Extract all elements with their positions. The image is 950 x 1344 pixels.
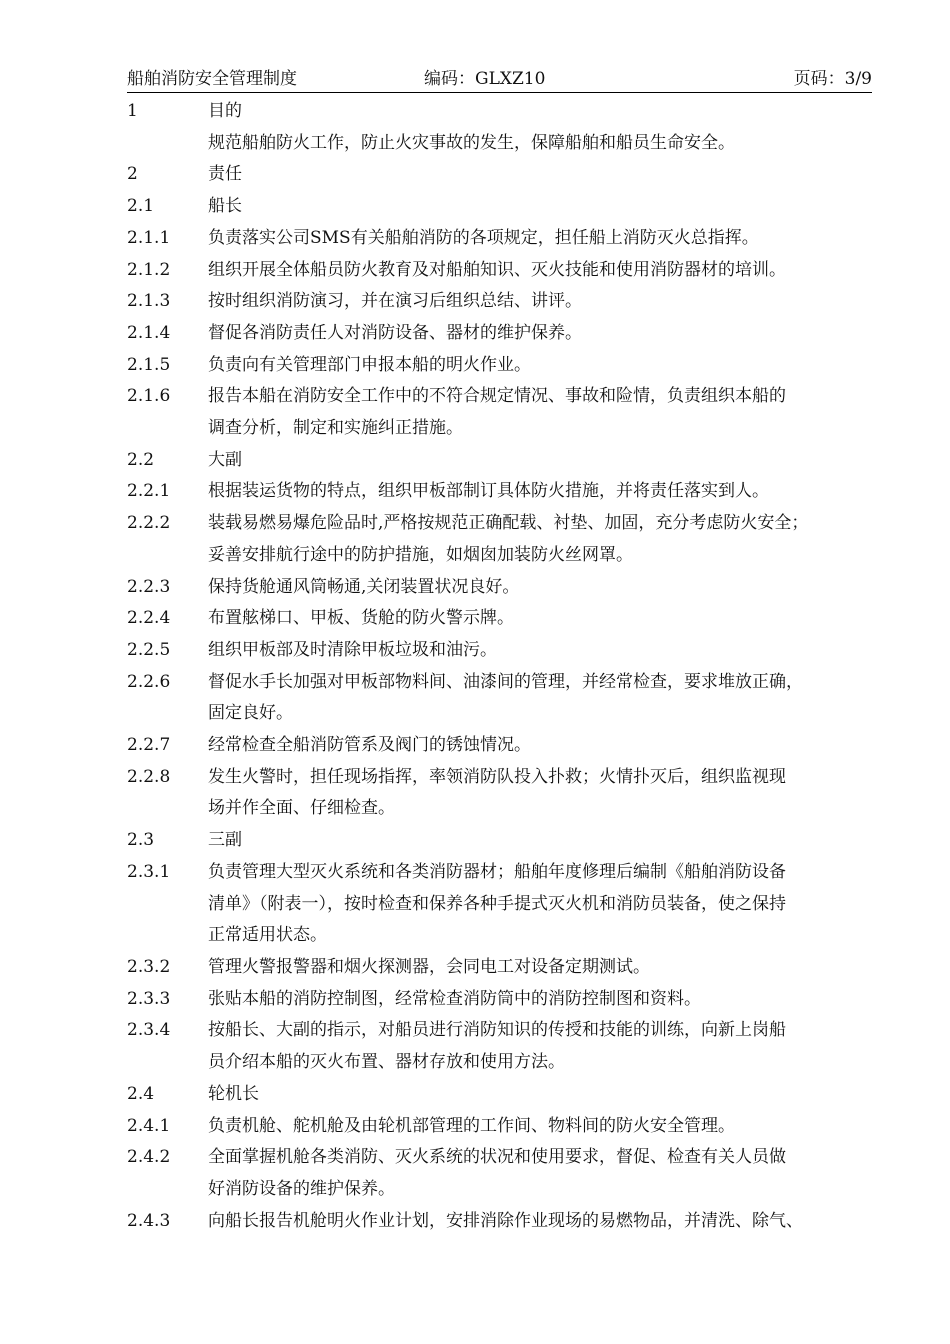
clause-item	[127, 1111, 887, 1143]
clause-item	[127, 508, 887, 571]
clause-number: 1	[127, 101, 138, 121]
clause-text: 妥善安排航行途中的防护措施，如烟囱加装防火丝网罩。	[208, 544, 633, 565]
clause-text: 员介绍本船的灭火布置、器材存放和使用方法。	[208, 1052, 565, 1073]
clause-text: 固定良好。	[208, 703, 293, 724]
clause-number: 2.1.1	[127, 227, 171, 248]
clause-text: 根据装运货物的特点，组织甲板部制订具体防火措施，并将责任落实到人。	[208, 481, 769, 502]
clause-number: 2.3.4	[127, 1020, 171, 1041]
clause-text: 管理火警报警器和烟火探测器，会同电工对设备定期测试。	[208, 956, 650, 977]
clause-text: 全面掌握机舱各类消防、灭火系统的状况和使用要求，督促、检查有关人员做	[208, 1147, 786, 1168]
document-code: 编码：GLXZ10	[424, 69, 546, 89]
clause-item	[127, 825, 887, 857]
clause-item	[127, 1015, 887, 1078]
clause-number: 2	[127, 164, 138, 185]
clause-number: 2.2.2	[127, 513, 171, 534]
clause-item	[127, 318, 887, 350]
clause-number: 2.2	[127, 449, 155, 470]
clause-number: 2.4.3	[127, 1210, 171, 1231]
clause-item	[127, 952, 887, 984]
clause-item	[127, 128, 887, 160]
clause-text: 好消防设备的维护保养。	[208, 1178, 395, 1199]
clause-number: 2.4.1	[127, 1115, 171, 1136]
clause-number: 2.1.4	[127, 322, 171, 343]
clause-text: 负责机舱、舵机舱及由轮机部管理的工作间、物料间的防火安全管理。	[208, 1115, 735, 1136]
clause-text: 场并作全面、仔细检查。	[208, 798, 395, 819]
clause-number: 2.2.1	[127, 481, 171, 502]
clause-text: 责任	[208, 164, 242, 185]
clause-item	[127, 635, 887, 667]
clause-text: 清单》（附表一），按时检查和保养各种手提式灭火机和消防员装备，使之保持	[208, 893, 786, 914]
clause-item	[127, 350, 887, 382]
clause-item	[127, 159, 887, 191]
clause-text: 组织甲板部及时清除甲板垃圾和油污。	[208, 639, 497, 660]
clause-text: 大副	[208, 449, 242, 470]
clause-item	[127, 223, 887, 255]
document-title: 船舶消防安全管理制度	[127, 69, 297, 89]
clause-text: 督促水手长加强对甲板部物料间、油漆间的管理，并经常检查，要求堆放正确，	[208, 671, 803, 692]
clause-text: 督促各消防责任人对消防设备、器材的维护保养。	[208, 322, 582, 343]
clause-text: 负责落实公司SMS有关船舶消防的各项规定，担任船上消防灭火总指挥。	[208, 227, 759, 248]
clause-number: 2.2.8	[127, 766, 171, 787]
clause-item	[127, 286, 887, 318]
clause-number: 2.1	[127, 196, 155, 217]
clause-text: 发生火警时，担任现场指挥，率领消防队投入扑救；火情扑灭后，组织监视现	[208, 766, 786, 787]
clause-text: 报告本船在消防安全工作中的不符合规定情况、事故和险情，负责组织本船的	[208, 386, 786, 407]
clause-item	[127, 476, 887, 508]
clause-text: 调查分析，制定和实施纠正措施。	[208, 418, 463, 439]
clause-number: 2.2.3	[127, 576, 171, 597]
clause-text: 正常适用状态。	[208, 925, 327, 946]
clause-number: 2.3.2	[127, 956, 171, 977]
clause-number: 2.2.4	[127, 608, 171, 629]
clause-item	[127, 857, 887, 952]
clause-text: 负责向有关管理部门申报本船的明火作业。	[208, 354, 531, 375]
clause-item	[127, 572, 887, 604]
clause-text: 张贴本船的消防控制图，经常检查消防筒中的消防控制图和资料。	[208, 988, 701, 1009]
clause-number: 2.3.3	[127, 988, 171, 1009]
clause-number: 2.1.5	[127, 354, 171, 375]
clause-text: 规范船舶防火工作，防止火灾事故的发生，保障船舶和船员生命安全。	[208, 132, 735, 153]
clause-item	[127, 96, 887, 128]
page-number: 页码：3/9	[793, 69, 872, 89]
clause-item	[127, 255, 887, 287]
clause-text: 负责管理大型灭火系统和各类消防器材；船舶年度修理后编制《船舶消防设备	[208, 861, 786, 882]
clause-text: 目的	[208, 101, 242, 121]
clause-text: 船长	[208, 196, 242, 217]
clause-text: 保持货舱通风筒畅通,关闭装置状况良好。	[208, 576, 520, 597]
clause-text: 组织开展全体船员防火教育及对船舶知识、灭火技能和使用消防器材的培训。	[208, 259, 786, 280]
clause-number: 2.3	[127, 830, 155, 851]
clause-text: 布置舷梯口、甲板、货舱的防火警示牌。	[208, 608, 514, 629]
clause-text: 轮机长	[208, 1083, 259, 1104]
clause-number: 2.1.3	[127, 291, 171, 312]
clause-text: 按船长、大副的指示，对船员进行消防知识的传授和技能的训练，向新上岗船	[208, 1020, 786, 1041]
clause-text: 向船长报告机舱明火作业计划，安排消除作业现场的易燃物品，并清洗、除气、	[208, 1210, 803, 1231]
clause-item	[127, 603, 887, 635]
clause-text: 三副	[208, 830, 242, 851]
clause-text: 按时组织消防演习，并在演习后组织总结、讲评。	[208, 291, 582, 312]
clause-item	[127, 667, 887, 730]
clause-number: 2.2.6	[127, 671, 171, 692]
clause-item	[127, 1142, 887, 1205]
clause-number: 2.1.6	[127, 386, 171, 407]
clause-item	[127, 730, 887, 762]
clause-text: 经常检查全船消防管系及阀门的锈蚀情况。	[208, 735, 531, 756]
clause-item	[127, 984, 887, 1016]
page-header	[127, 66, 872, 93]
clause-number: 2.3.1	[127, 861, 171, 882]
clause-item	[127, 381, 887, 444]
clause-item	[127, 1206, 887, 1238]
clause-item	[127, 1079, 887, 1111]
clause-number: 2.2.7	[127, 735, 171, 756]
clause-number: 2.4	[127, 1083, 155, 1104]
document-body	[127, 96, 887, 1237]
clause-item	[127, 191, 887, 223]
clause-item	[127, 445, 887, 477]
clause-number: 2.4.2	[127, 1147, 171, 1168]
clause-text: 装载易燃易爆危险品时,严格按规范正确配载、衬垫、加固，充分考虑防火安全；	[208, 513, 809, 534]
clause-number: 2.2.5	[127, 639, 171, 660]
clause-number: 2.1.2	[127, 259, 171, 280]
clause-item	[127, 762, 887, 825]
